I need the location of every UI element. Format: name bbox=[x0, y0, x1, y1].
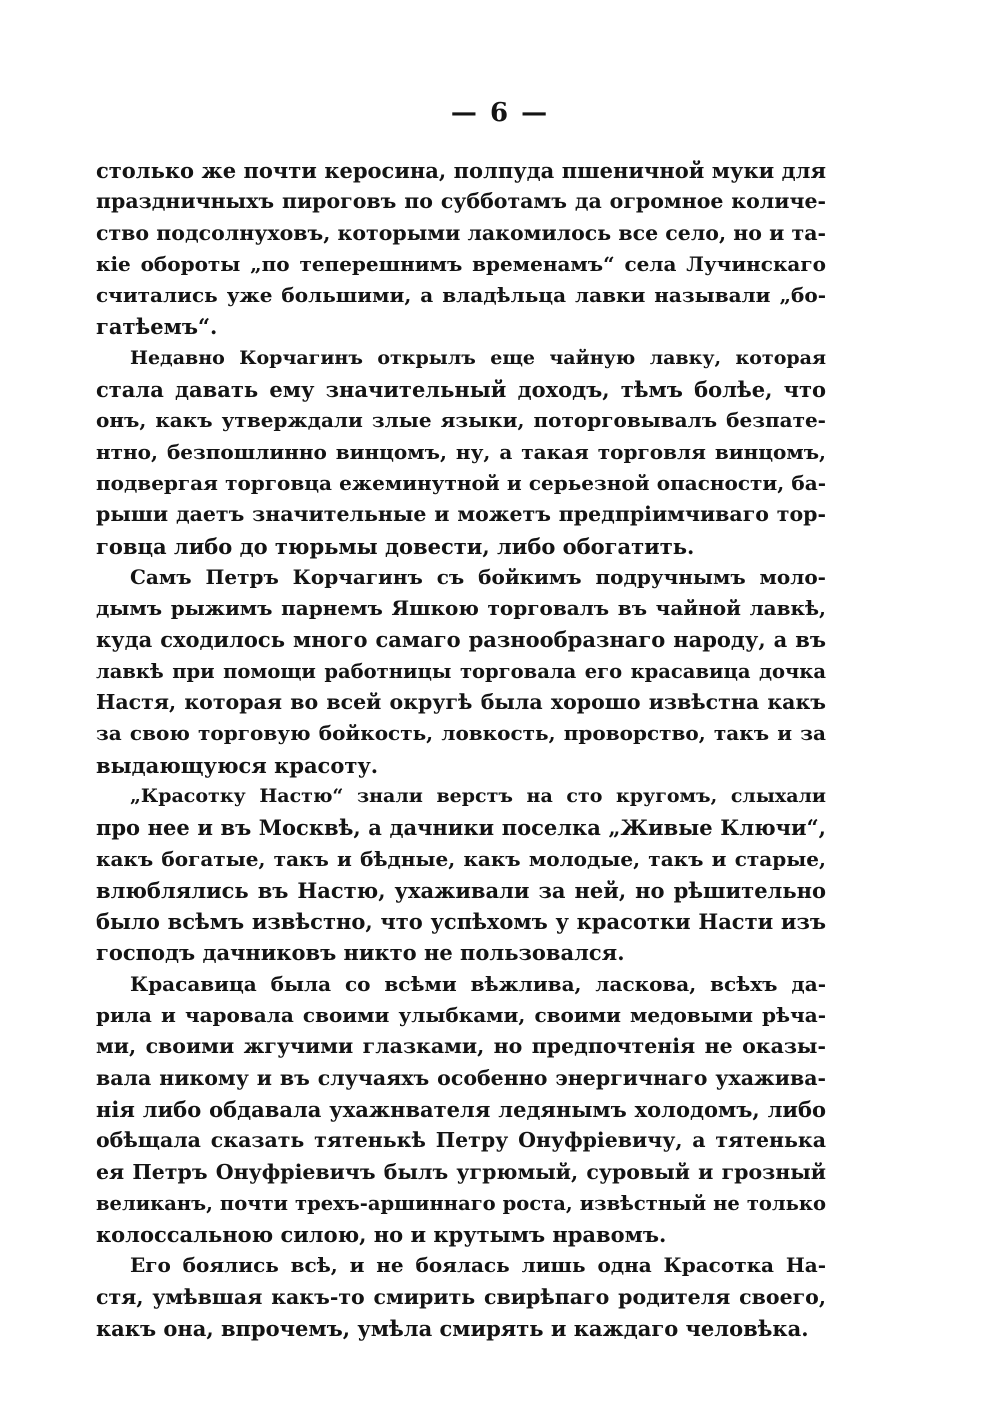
text-line: подвергая торговца ежеминутной и серьезной опасности, ба- bbox=[96, 470, 826, 495]
text-line: считались уже большими, а владѣльца лавки называли „бо- bbox=[96, 283, 826, 308]
text-line: обѣщала сказать тятенькѣ Петру Онуфріевичу, а тятенька bbox=[96, 1128, 826, 1153]
text-line: Недавно Корчагинъ открылъ еще чайную лавку, которая bbox=[130, 346, 826, 369]
text-line: за свою торговую бойкость, ловкость, проворство, такъ и за bbox=[96, 721, 826, 746]
text-line: Самъ Петръ Корчагинъ съ бойкимъ подручнымъ моло- bbox=[130, 564, 826, 589]
text-line: какъ богатые, такъ и бѣдные, какъ молодые, такъ и старые, bbox=[96, 846, 826, 871]
text-line: стала давать ему значительный доходъ, тѣмъ болѣе, что bbox=[96, 377, 826, 403]
text-line: стя, умѣвшая какъ-то смирить свирѣпаго родителя своего, bbox=[96, 1284, 826, 1309]
text-line: великанъ, почти трехъ-аршиннаго роста, извѣстный не только bbox=[96, 1191, 826, 1215]
text-line: господъ дачниковъ никто не пользовался. bbox=[96, 940, 625, 966]
text-line: столько же почти керосина, полпуда пшеничной муки для bbox=[96, 158, 826, 183]
text-line: Настя, которая во всей округѣ была хорошо извѣстна какъ bbox=[96, 690, 826, 715]
text-line: вала никому и въ случаяхъ особенно энергичнаго ухажива- bbox=[96, 1065, 826, 1090]
text-line: рыши даетъ значительные и можетъ предпріимчиваго тор- bbox=[96, 502, 826, 527]
text-line: ея Петръ Онуфріевичъ былъ угрюмый, суровый и грозный bbox=[96, 1159, 826, 1184]
text-line: ми, своими жгучими глазками, но предпочтенія не оказы- bbox=[96, 1034, 826, 1059]
text-line: праздничныхъ пироговъ по субботамъ да огромное количе- bbox=[96, 189, 826, 214]
text-line: нія либо обдавала ухажнвателя ледянымъ холодомъ, либо bbox=[96, 1096, 826, 1122]
text-line: влюблялись въ Настю, ухаживали за ней, но рѣшительно bbox=[96, 877, 826, 903]
text-line: нтно, безпошлинно винцомъ, ну, а такая торговля винцомъ, bbox=[96, 439, 826, 464]
text-line: говца либо до тюрьмы довести, либо обогатить. bbox=[96, 533, 695, 559]
text-line: дымъ рыжимъ парнемъ Яшкою торговалъ въ чайной лавкѣ, bbox=[96, 596, 826, 621]
body-text bbox=[96, 155, 826, 1344]
text-line: онъ, какъ утверждали злые языки, поторговывалъ безпате- bbox=[96, 408, 826, 433]
text-line: колоссальною силою, но и крутымъ нравомъ. bbox=[96, 1222, 667, 1248]
text-line: куда сходилось много самаго разнообразнаго народу, а въ bbox=[96, 627, 826, 653]
text-line: гатѣемъ“. bbox=[96, 314, 218, 340]
page-number: — 6 — bbox=[450, 98, 550, 128]
text-line: ство подсолнуховъ, которыми лакомилось все село, но и та- bbox=[96, 220, 826, 245]
text-line: рила и чаровала своими улыбками, своими медовыми рѣча- bbox=[96, 1003, 826, 1028]
text-line: Красавица была со всѣми вѣжлива, ласкова, всѣхъ да- bbox=[130, 971, 826, 996]
text-line: „Красотку Настю“ знали верстъ на сто кругомъ, слыхали bbox=[130, 784, 826, 807]
text-line: выдающуюся красоту. bbox=[96, 752, 379, 778]
text-line: про нее и въ Москвѣ, а дачники поселка „Живые Ключи“, bbox=[96, 815, 826, 841]
text-line: какъ она, впрочемъ, умѣла смирять и каждаго человѣка. bbox=[96, 1315, 809, 1341]
text-line: Его боялись всѣ, и не боялась лишь одна Красотка На- bbox=[130, 1253, 826, 1278]
text-line: лавкѣ при помощи работницы торговала его красавица дочка bbox=[96, 659, 826, 683]
text-line: кіе обороты „по теперешнимъ временамъ“ села Лучинскаго bbox=[96, 251, 826, 276]
text-line: было всѣмъ извѣстно, что успѣхомъ у красотки Насти изъ bbox=[96, 909, 826, 935]
